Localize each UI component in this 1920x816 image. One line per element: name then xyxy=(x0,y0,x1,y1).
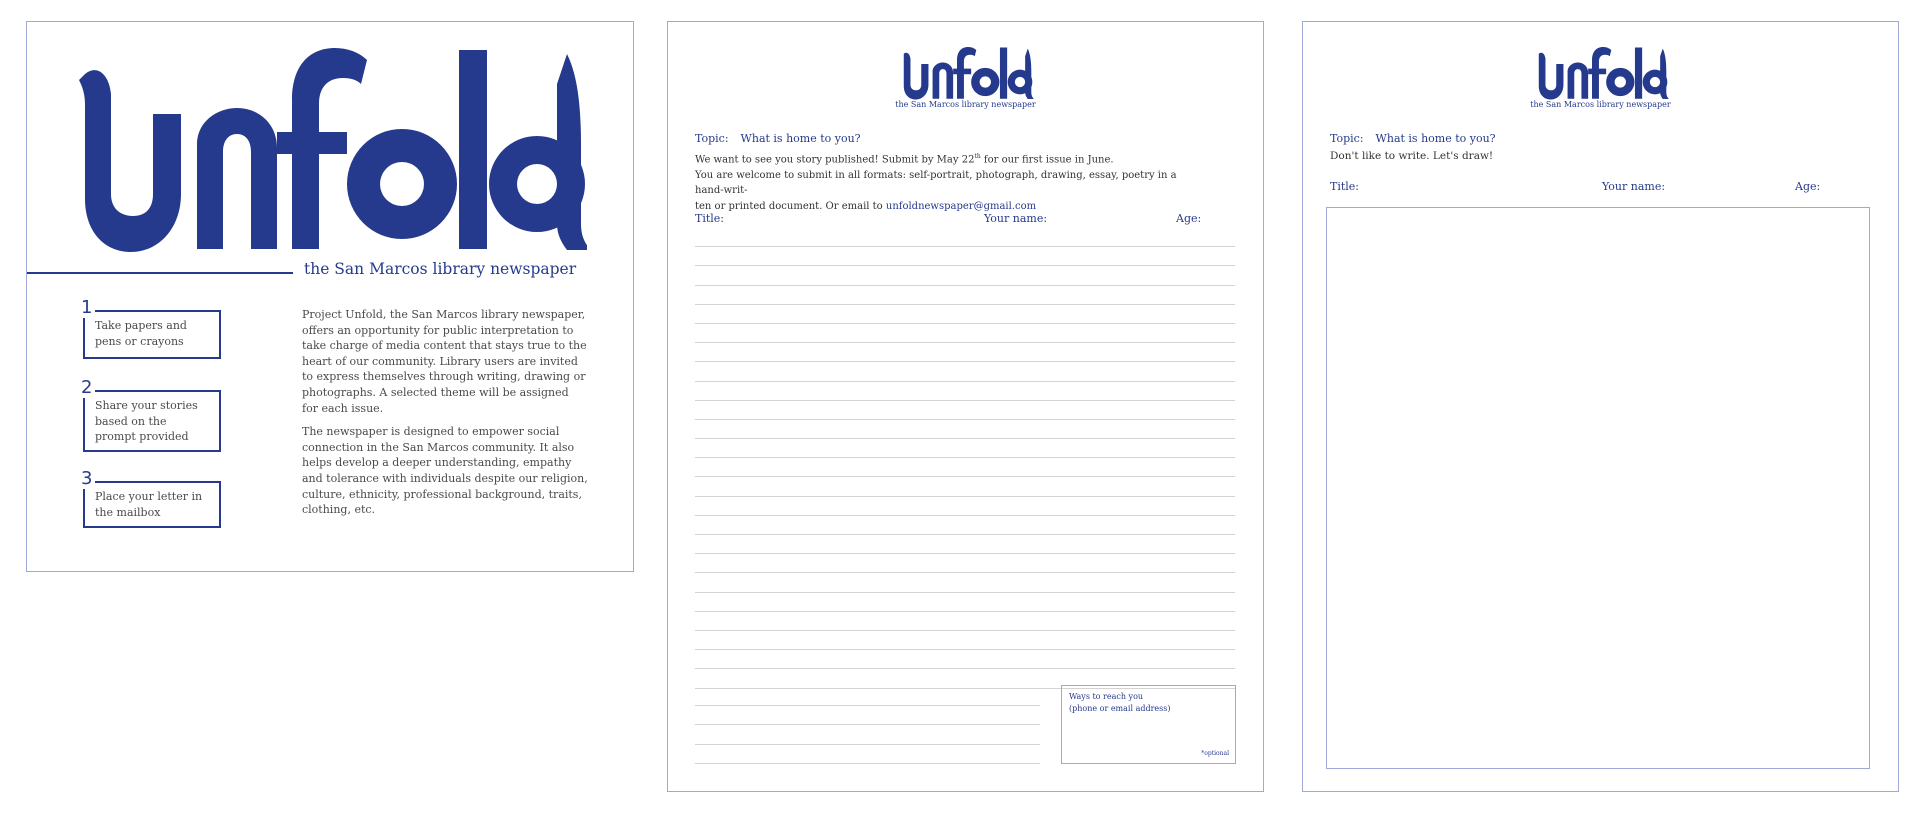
unfold-logo-small xyxy=(896,46,1036,100)
writing-lines-bottom[interactable] xyxy=(695,687,1040,764)
writing-line[interactable] xyxy=(695,687,1040,706)
writing-form-card xyxy=(667,21,1264,792)
writing-line[interactable] xyxy=(695,554,1235,573)
unfold-logo xyxy=(67,44,587,254)
description-paragraph-2: The newspaper is designed to empower social connection in the San Marcos community. It also helps develop a deeper understanding, empathy and tolerance with individuals despite our religion, culture, ethnicity, professional background, traits, clothing, etc. xyxy=(302,425,588,517)
writing-line[interactable] xyxy=(695,343,1235,362)
topic-line xyxy=(695,132,861,145)
writing-line[interactable] xyxy=(695,650,1235,669)
topic-label: Topic: xyxy=(1330,132,1364,145)
age-label: Age: xyxy=(1176,212,1202,225)
step-number: 2 xyxy=(78,378,95,398)
description-paragraph-1: Project Unfold, the San Marcos library newspaper, offers an opportunity for public interpretation to take charge of media content that stays true to the heart of our community. Library users are invited to express themselves through writing, drawing or photographs. A selected theme will be assigned for each issue. xyxy=(302,308,587,415)
writing-line[interactable] xyxy=(695,439,1235,458)
mini-logo xyxy=(891,46,1041,109)
contact-label-2: (phone or email address) xyxy=(1069,704,1171,713)
step-3 xyxy=(81,468,221,528)
writing-line[interactable] xyxy=(695,745,1040,764)
writing-line[interactable] xyxy=(695,362,1235,381)
name-label: Your name: xyxy=(1602,180,1666,193)
writing-line[interactable] xyxy=(695,266,1235,285)
instructions-line-2: You are welcome to submit in all formats: self-portrait, photograph, drawing, essay, poetry in a hand-writ- xyxy=(695,169,1177,197)
divider-rule xyxy=(27,272,293,274)
title-label: Title: xyxy=(695,212,725,225)
instructions-line-1: We want to see you story published! Submit by May 22th for our first issue in June. xyxy=(695,153,1114,166)
age-label: Age: xyxy=(1795,180,1821,193)
step-2 xyxy=(81,377,221,452)
logo-subtitle: the San Marcos library newspaper xyxy=(895,100,1036,109)
writing-line[interactable] xyxy=(695,573,1235,592)
writing-line[interactable] xyxy=(695,286,1235,305)
topic-value: What is home to you? xyxy=(740,132,861,145)
step-text: Take papers and pens or crayons xyxy=(95,319,187,348)
email-link[interactable]: unfoldnewspaper@gmail.com xyxy=(885,200,1037,212)
step-text: Place your letter in the mailbox xyxy=(95,490,203,519)
writing-line[interactable] xyxy=(695,516,1235,535)
writing-line[interactable] xyxy=(695,535,1235,554)
instructions-line-3: ten or printed document. Or email to unfoldnewspaper@gmail.com xyxy=(695,200,1037,212)
writing-line[interactable] xyxy=(695,324,1235,343)
submission-instructions xyxy=(695,149,1195,214)
writing-line[interactable] xyxy=(695,497,1235,516)
unfold-logo-small xyxy=(1531,46,1671,100)
writing-line[interactable] xyxy=(695,725,1040,744)
writing-line[interactable] xyxy=(695,612,1235,631)
writing-lines[interactable] xyxy=(695,228,1235,689)
info-card xyxy=(26,21,634,572)
writing-line[interactable] xyxy=(695,247,1235,266)
writing-line[interactable] xyxy=(695,631,1235,650)
drawing-prompt: Don't like to write. Let's draw! xyxy=(1330,150,1494,162)
contact-label-1: Ways to reach you xyxy=(1069,692,1144,701)
step-number: 3 xyxy=(78,469,95,489)
logo-subtitle: the San Marcos library newspaper xyxy=(1530,100,1671,109)
writing-line[interactable] xyxy=(695,420,1235,439)
writing-line[interactable] xyxy=(695,593,1235,612)
newspaper-subtitle: the San Marcos library newspaper xyxy=(304,260,577,278)
title-label: Title: xyxy=(1330,180,1360,193)
step-number: 1 xyxy=(78,298,95,318)
topic-value: What is home to you? xyxy=(1375,132,1496,145)
writing-line[interactable] xyxy=(695,477,1235,496)
drawing-area[interactable] xyxy=(1326,207,1870,769)
writing-line[interactable] xyxy=(695,401,1235,420)
drawing-form-card xyxy=(1302,21,1899,792)
name-label: Your name: xyxy=(984,212,1048,225)
writing-line[interactable] xyxy=(695,458,1235,477)
writing-line[interactable] xyxy=(695,382,1235,401)
writing-line[interactable] xyxy=(695,228,1235,247)
writing-line[interactable] xyxy=(695,305,1235,324)
topic-line xyxy=(1330,132,1496,145)
contact-box[interactable] xyxy=(1061,685,1236,764)
topic-label: Topic: xyxy=(695,132,729,145)
step-1 xyxy=(81,297,221,359)
writing-line[interactable] xyxy=(695,706,1040,725)
project-description xyxy=(302,307,588,526)
optional-note: *optional xyxy=(1201,750,1229,757)
step-text: Share your stories based on the prompt provided xyxy=(95,399,198,443)
mini-logo xyxy=(1526,46,1676,109)
